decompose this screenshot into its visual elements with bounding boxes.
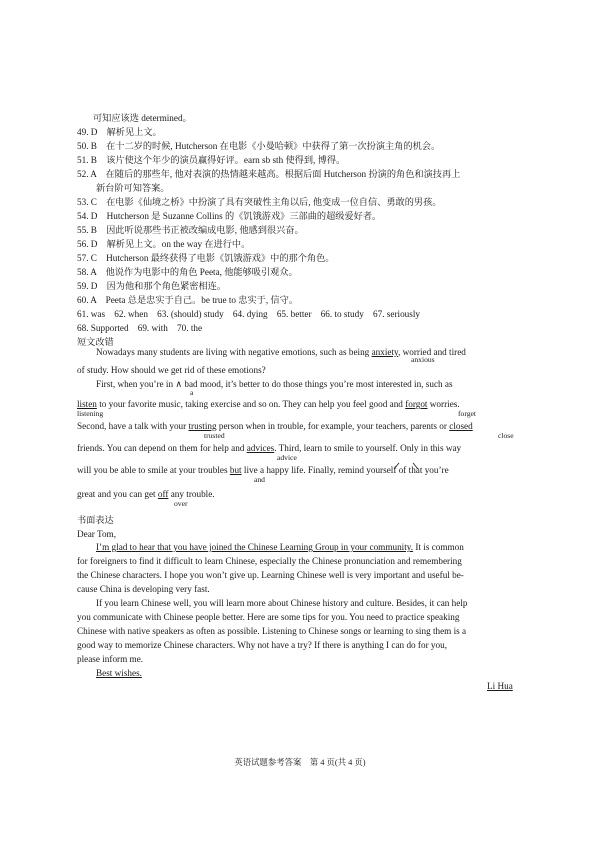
error-word: advices [246, 443, 275, 453]
letter-line: good way to memorize Chinese characters. Why not have a try? If there is anything I can do for you, [77, 640, 448, 650]
error-word: but [229, 465, 242, 475]
letter-line: I’m glad to hear that you have joined the Chinese Learning Group in your community. It is common [96, 542, 464, 552]
answer-line: 61. was 62. when 63. (should) study 64. dying 65. better 66. to study 67. seriously [77, 309, 420, 319]
answer-line: 51. B 该片使这个年少的演员赢得好评。earn sb sth 使得到, 博得。 [77, 155, 346, 165]
correction-mark: listening [77, 409, 104, 418]
answer-line: 54. D Hutcherson 是 Suzanne Collins 的《饥饿游戏》三部曲的超级爱好者。 [77, 211, 382, 221]
letter-line: cause China is developing very fast. [77, 584, 210, 594]
error-word: off [157, 489, 169, 499]
answer-line: 49. D 解析见上文。 [77, 127, 162, 137]
letter-line: please inform me. [77, 654, 144, 664]
letter-opening-sentence: I’m glad to hear that you have joined the Chinese Learning Group in your community. [96, 542, 414, 552]
letter-line: you communicate with Chinese people better. Here are some tips for you. You need to practice speaking [77, 612, 460, 622]
letter-closing: Best wishes. [96, 668, 142, 678]
correction-mark: anxious [411, 355, 435, 364]
insertion-mark: a [190, 388, 194, 397]
answer-line: 52. A 在随后的那些年, 他对表演的热情越来越高。根据后面 Hutcherson 扮演的角色和演技再上 [77, 169, 461, 179]
error-word: closed [449, 421, 473, 431]
correction-line: will you be able to smile at your troubles but live a happy life. Finally, remind yourself of that you’re [77, 464, 449, 476]
correction-mark: and [254, 475, 265, 484]
page-footer: 英语试题参考答案 第 4 页(共 4 页) [234, 758, 366, 767]
error-word: trusting [188, 421, 217, 431]
deletion-mark-icon [393, 461, 419, 471]
answer-line: 新台阶可知答案。 [96, 183, 170, 193]
letter-line: the Chinese characters. I hope you won’t give up. Learning Chinese well is very important and useful be- [77, 570, 464, 580]
answer-line: 68. Supported 69. with 70. the [77, 323, 203, 333]
correction-line: Nowadays many students are living with negative emotions, such as being anxiety, worried and tired [96, 347, 466, 357]
correction-mark: trusted [204, 431, 225, 440]
correction-mark: advice [277, 453, 297, 462]
letter-line: Chinese with native speakers as often as possible. Listening to Chinese songs or learning to sing them is a [77, 626, 467, 636]
error-word: forgot [405, 399, 428, 409]
error-word: anxiety [371, 347, 399, 357]
answer-line: 53. C 在电影《仙境之桥》中扮演了具有突破性主角以后, 他变成一位自信、勇敢的男孩。 [77, 197, 442, 207]
answer-line: 59. D 因为他和那个角色紧密相连。 [77, 281, 227, 291]
error-word: listen [77, 399, 97, 409]
answer-line: 57. C Hutcherson 最终获得了电影《饥饿游戏》中的那个角色。 [77, 253, 335, 263]
answer-line: 56. D 解析见上文。on the way 在进行中。 [77, 239, 251, 249]
section-heading-correction: 短文改错 [77, 337, 114, 347]
answer-line: 50. B 在十二岁的时候, Hutcherson 在电影《小曼哈顿》中获得了第一次扮演主角的机会。 [77, 141, 441, 151]
letter-line: If you learn Chinese well, you will learn more about Chinese history and culture. Besides, it can help [96, 598, 468, 608]
section-heading-writing: 书面表达 [77, 515, 114, 525]
correction-line: listen to your favorite music, taking exercise and so on. They can help you feel good and forgot worries. [77, 399, 460, 409]
correction-mark: close [498, 431, 514, 440]
correction-line: First, when you’re in ∧ bad mood, it’s better to do those things you’re most interested in, such as [96, 379, 453, 389]
correction-line: of study. How should we get rid of these emotions? [77, 365, 266, 375]
correction-line: Second, have a talk with your trusting person when in trouble, for example, your teachers, parents or closed [77, 421, 473, 431]
letter-signature: Li Hua [487, 681, 513, 691]
correction-mark: forget [458, 409, 476, 418]
answer-line: 60. A Peeta 总是忠实于自己。be true to 忠实于, 信守。 [77, 295, 298, 305]
answer-line: 可知应该选 determined。 [93, 113, 192, 123]
deleted-word: of [399, 465, 407, 475]
salutation: Dear Tom, [77, 529, 116, 539]
correction-mark: over [174, 499, 188, 508]
letter-line: for foreigners to find it difficult to learn Chinese, especially the Chinese pronunciation and remembering [77, 556, 462, 566]
answer-line: 58. A 他说作为电影中的角色 Peeta, 他能够吸引观众。 [77, 267, 298, 277]
correction-line: friends. You can depend on them for help and advices. Third, learn to smile to yourself. Only in this way [77, 443, 462, 453]
correction-line: great and you can get off any trouble. [77, 489, 215, 499]
answer-line: 55. B 因此听说那些书正被改编成电影, 他感到很兴奋。 [77, 225, 304, 235]
